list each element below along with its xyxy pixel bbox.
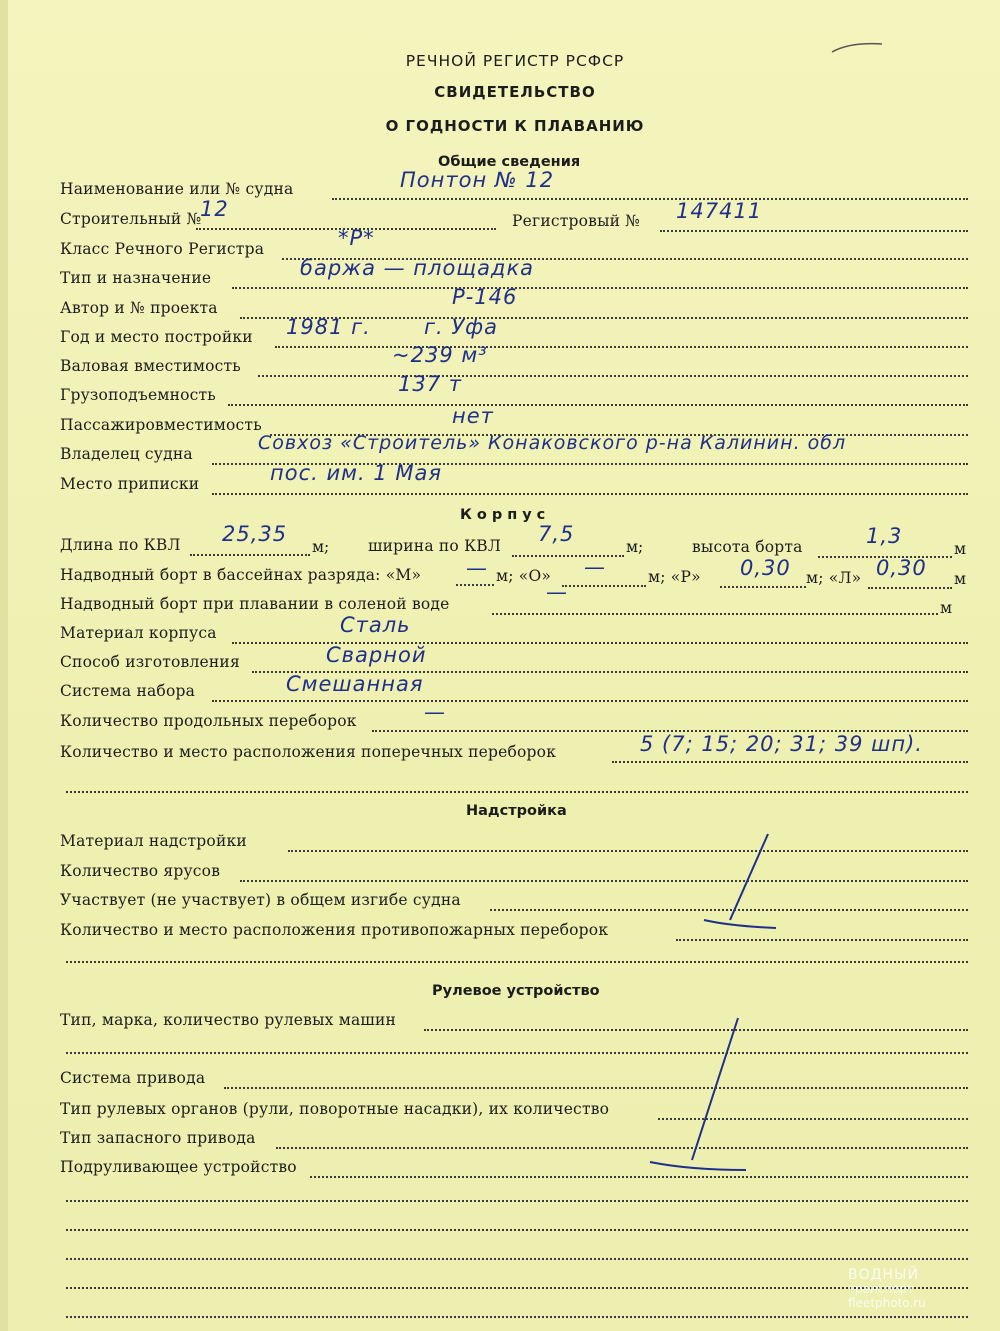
section-steering-title: Рулевое устройство <box>432 983 600 999</box>
steering-machines-label: Тип, марка, количество рулевых машин <box>60 1011 397 1029</box>
blank-line-3 <box>66 1258 968 1260</box>
document-subtitle: О ГОДНОСТИ К ПЛАВАНИЮ <box>385 117 645 135</box>
capacity-value: 137 т <box>398 372 462 396</box>
watermark-line-2: транспорт <box>848 1282 915 1296</box>
blank-line-1 <box>66 1200 968 1202</box>
superstructure-material-line <box>288 850 968 852</box>
fire-bulkheads-line <box>676 939 968 941</box>
reg-no-label: Регистровый № <box>512 212 641 230</box>
vessel-name-label: Наименование или № судна <box>60 180 294 198</box>
fire-bulkheads-label: Количество и место расположения противопожарных переборок <box>60 921 609 939</box>
freeboard-o-label: м; «О» <box>496 567 552 585</box>
freeboard-r-line <box>720 586 806 588</box>
length-label: Длина по КВЛ <box>60 536 181 554</box>
freeboard-l-unit: м <box>954 570 967 588</box>
build-no-value: 12 <box>200 197 229 221</box>
home-port-label: Место приписки <box>60 475 200 493</box>
paper-edge <box>0 0 8 1331</box>
framing-value: Смешанная <box>286 672 424 696</box>
class-value: *Р* <box>338 226 375 250</box>
tiers-line <box>240 880 968 882</box>
height-label: высота борта <box>692 538 803 556</box>
reg-no-line <box>660 230 968 232</box>
superstructure-dash-stroke <box>690 828 790 938</box>
method-value: Сварной <box>326 643 427 667</box>
tonnage-line <box>258 375 968 377</box>
watermark-line-3: fleetphoto.ru <box>848 1296 926 1310</box>
trans-bulkheads-line <box>612 761 968 763</box>
freeboard-r-label: м; «Р» <box>648 568 701 586</box>
length-value: 25,35 <box>222 522 288 546</box>
steering-extra-line-1 <box>66 1052 968 1054</box>
framing-label: Система набора <box>60 682 196 700</box>
year-place-line <box>275 346 968 348</box>
registry-title: РЕЧНОЙ РЕГИСТР РСФСР <box>405 52 625 70</box>
hull-extra-line <box>66 791 968 793</box>
length-unit: м; <box>312 538 330 556</box>
home-port-line <box>212 493 968 495</box>
section-hull-title: Корпус <box>460 507 551 523</box>
vessel-name-line <box>332 198 968 200</box>
freeboard-l-label: м; «Л» <box>806 569 862 587</box>
thruster-line <box>310 1176 968 1178</box>
owner-value: Совхоз «Строитель» Конаковского р-на Калинин. обл <box>258 432 847 454</box>
capacity-line <box>228 404 968 406</box>
long-bulkheads-value: — <box>424 700 446 724</box>
blank-line-4 <box>66 1287 968 1289</box>
freeboard-l-value: 0,30 <box>876 556 927 580</box>
class-label: Класс Речного Регистра <box>60 240 265 258</box>
spare-drive-label: Тип запасного привода <box>60 1129 256 1147</box>
freeboard-m-value: — <box>466 556 488 580</box>
drive-system-label: Система привода <box>60 1069 206 1087</box>
superstructure-material-label: Материал надстройки <box>60 832 247 850</box>
salt-water-unit: м <box>940 599 953 617</box>
length-line <box>190 554 310 556</box>
blank-line-5 <box>66 1316 968 1318</box>
type-value: баржа — площадка <box>300 256 535 280</box>
document-title: СВИДЕТЕЛЬСТВО <box>434 83 596 101</box>
freeboard-l-line <box>868 587 952 589</box>
width-value: 7,5 <box>538 522 575 546</box>
width-unit: м; <box>626 538 644 556</box>
project-value: Р-146 <box>452 285 518 309</box>
home-port-value: пос. им. 1 Мая <box>270 461 442 485</box>
owner-label: Владелец судна <box>60 445 193 463</box>
watermark-line-1: ВОДНЫЙ <box>848 1267 919 1283</box>
steering-dash-stroke <box>640 1010 760 1180</box>
freeboard-label: Надводный борт в бассейнах разряда: «М» <box>60 566 422 584</box>
drive-system-line <box>224 1087 968 1089</box>
salt-water-value: — <box>546 580 568 604</box>
blank-line-2 <box>66 1229 968 1231</box>
capacity-label: Грузоподъемность <box>60 386 216 404</box>
tiers-label: Количество ярусов <box>60 862 221 880</box>
thruster-label: Подруливающее устройство <box>60 1158 297 1176</box>
superstructure-extra-line <box>66 961 968 963</box>
reg-no-value: 147411 <box>676 199 763 223</box>
build-no-label: Строительный № <box>60 210 202 228</box>
salt-water-label: Надводный борт при плавании в соленой воде <box>60 595 450 613</box>
method-label: Способ изготовления <box>60 653 240 671</box>
salt-water-line <box>492 613 938 615</box>
hull-material-value: Сталь <box>340 613 411 637</box>
hull-material-label: Материал корпуса <box>60 624 217 642</box>
corner-pencil-mark <box>828 38 888 58</box>
freeboard-r-value: 0,30 <box>740 556 791 580</box>
type-label: Тип и назначение <box>60 269 212 287</box>
height-unit: м <box>954 540 967 558</box>
fleetphoto-watermark <box>848 1268 998 1328</box>
tonnage-value: ~239 м³ <box>392 343 488 367</box>
type-line <box>232 287 968 289</box>
build-place-value: г. Уфа <box>424 315 499 339</box>
spare-drive-line <box>276 1147 968 1149</box>
section-general-title: Общие сведения <box>438 154 581 170</box>
vessel-name-value: Понтон № 12 <box>400 168 555 192</box>
trans-bulkheads-label: Количество и место расположения поперечных переборок <box>60 743 557 761</box>
width-label: ширина по КВЛ <box>368 537 502 555</box>
build-year-value: 1981 г. <box>286 315 371 339</box>
width-line <box>512 555 624 557</box>
section-superstructure-title: Надстройка <box>466 803 567 819</box>
tonnage-label: Валовая вместимость <box>60 357 241 375</box>
trans-bulkheads-value: 5 (7; 15; 20; 31; 39 шп). <box>640 732 923 756</box>
project-label: Автор и № проекта <box>60 299 218 317</box>
height-value: 1,3 <box>866 524 903 548</box>
rudder-organs-label: Тип рулевых органов (рули, поворотные насадки), их количество <box>60 1100 610 1118</box>
year-place-label: Год и место постройки <box>60 328 253 346</box>
bending-label: Участвует (не участвует) в общем изгибе судна <box>60 891 461 909</box>
framing-line <box>212 700 968 702</box>
freeboard-o-value: — <box>584 555 606 579</box>
long-bulkheads-label: Количество продольных переборок <box>60 712 357 730</box>
passengers-label: Пассажировместимость <box>60 416 262 434</box>
freeboard-m-line <box>456 584 494 586</box>
freeboard-o-line <box>562 585 646 587</box>
passengers-value: нет <box>452 404 494 428</box>
